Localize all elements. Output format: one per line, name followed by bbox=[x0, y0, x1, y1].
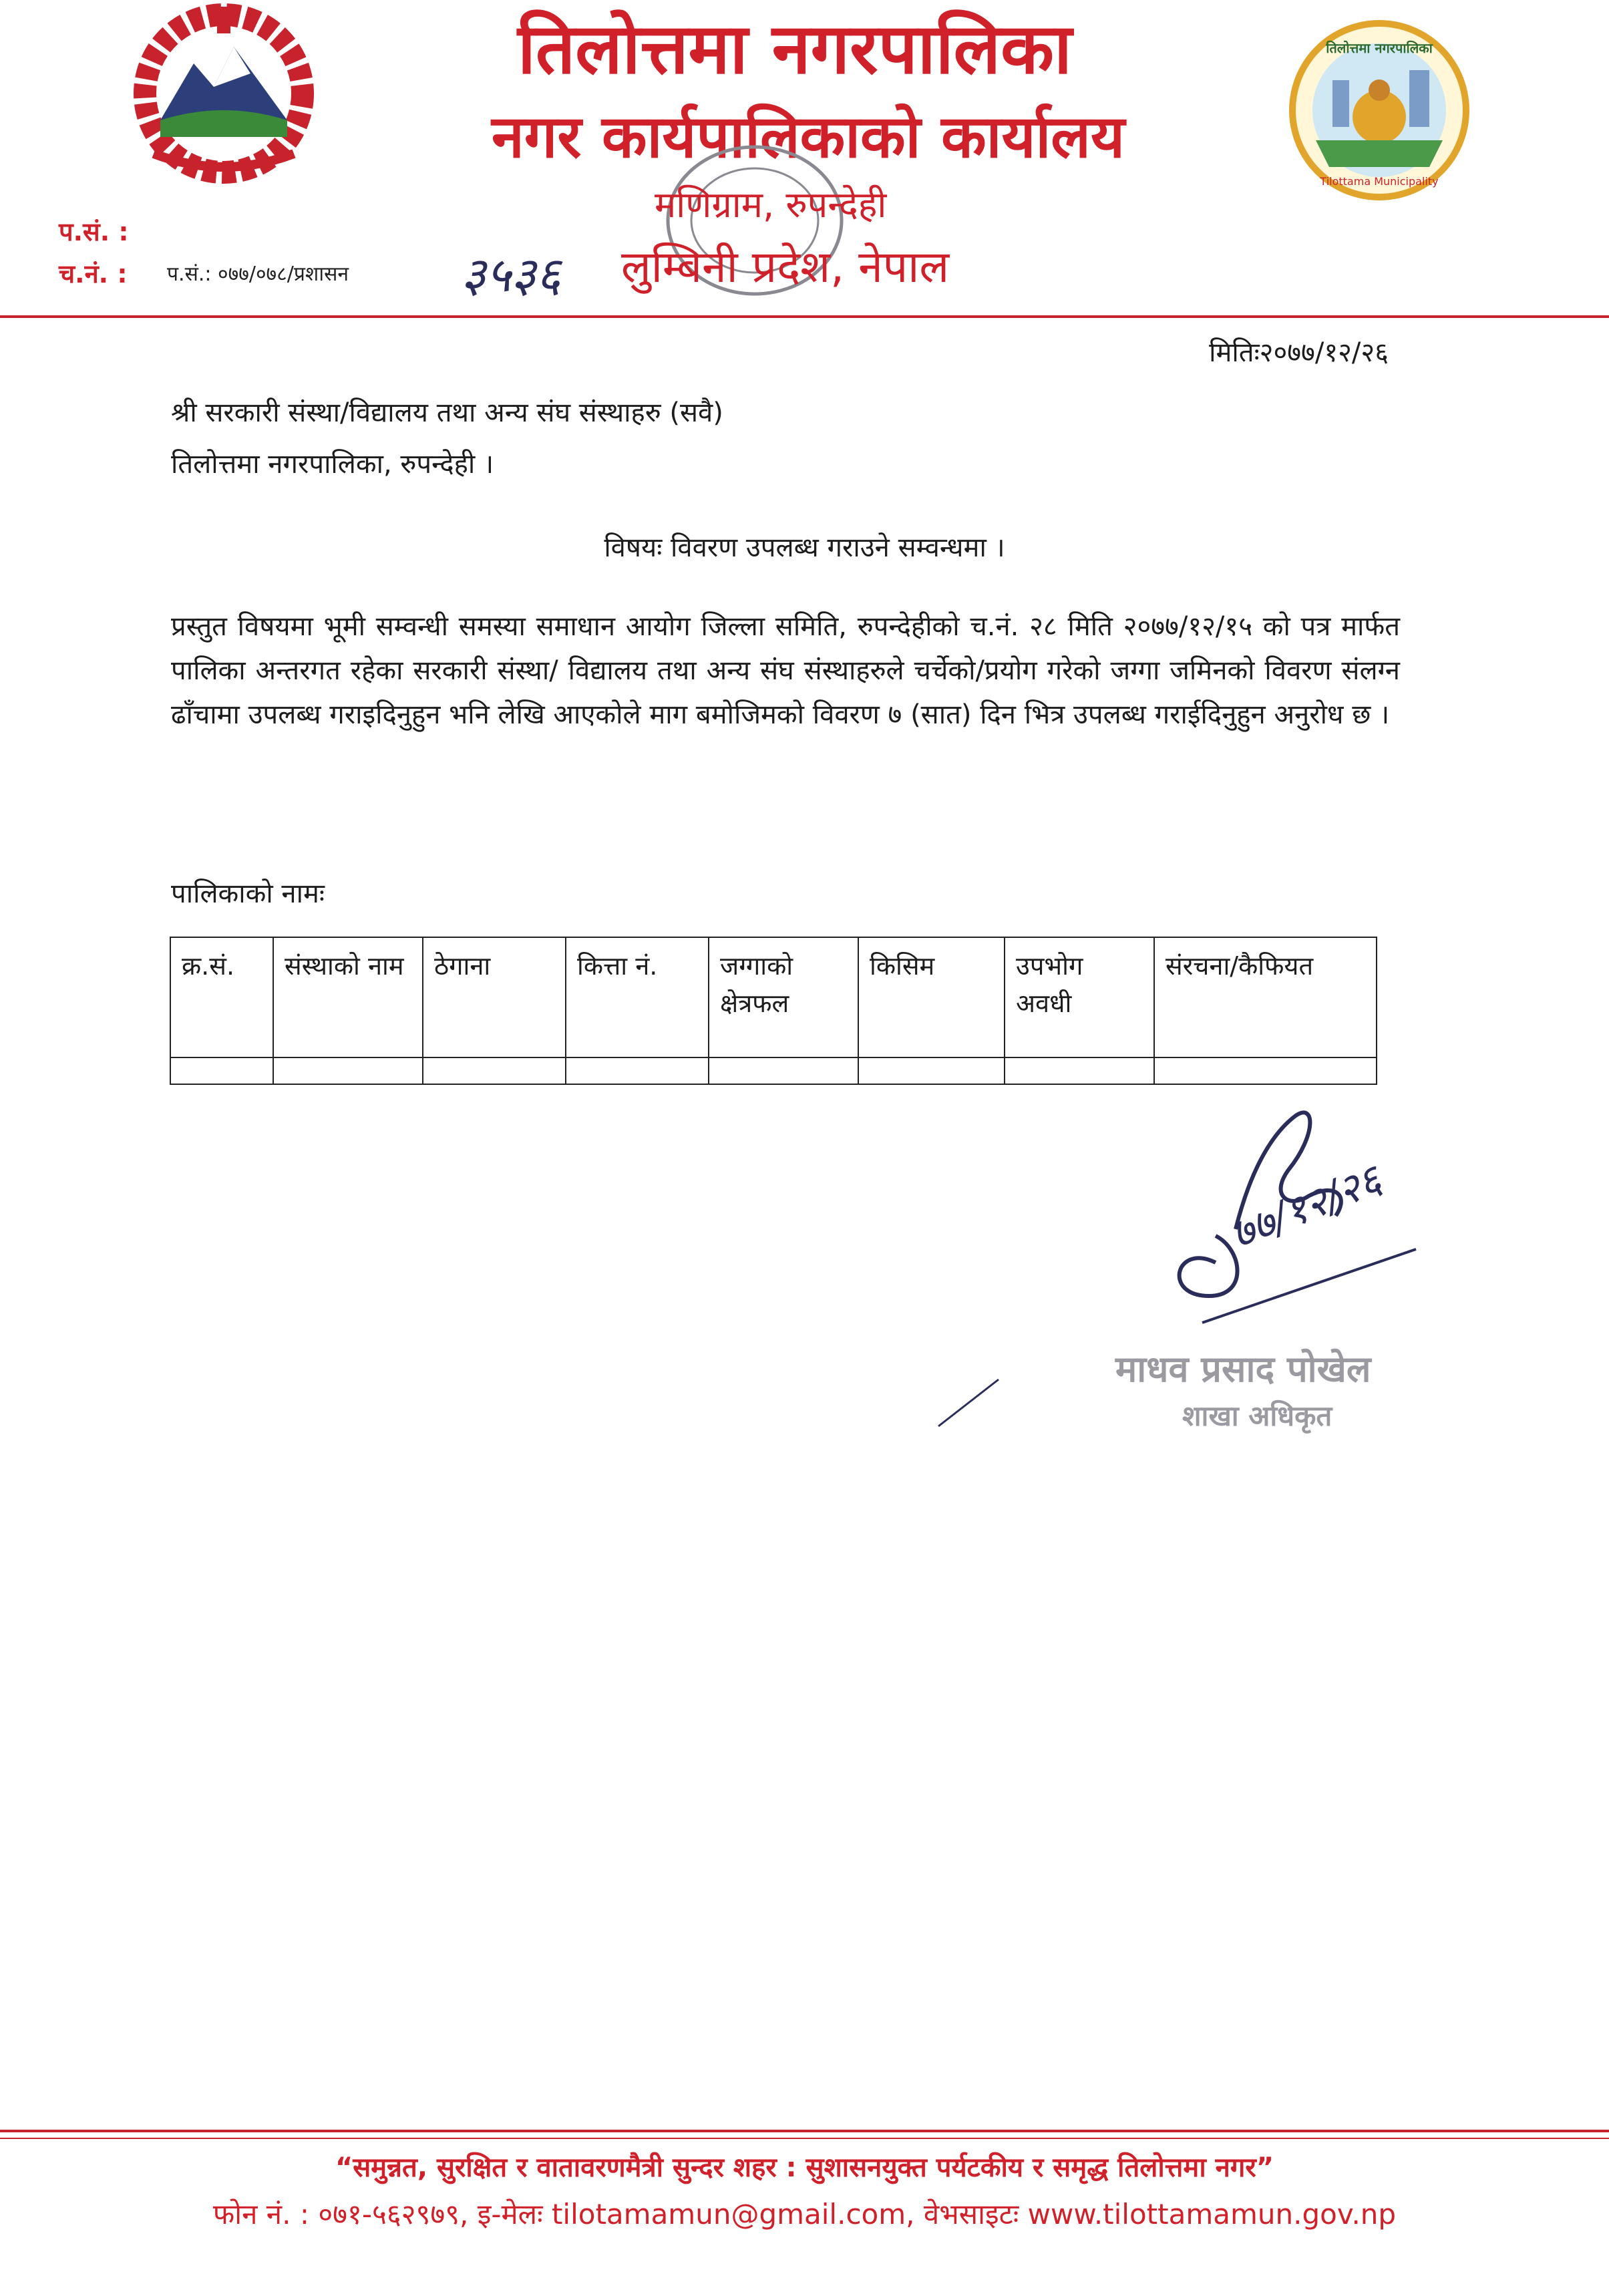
letter-subject: विषयः विवरण उपलब्ध गराउने सम्वन्धमा । bbox=[604, 532, 1005, 563]
signer-designation: शाखा अधिकृत bbox=[1182, 1400, 1332, 1432]
palika-name-label: पालिकाको नामः bbox=[171, 878, 325, 909]
address-line1: मणिग्राम, रुपन्देही bbox=[655, 184, 887, 226]
letter-date: मितिः२०७७/१२/२६ bbox=[1209, 337, 1389, 368]
address-line2: लुम्बिनी प्रदेश, नेपाल bbox=[621, 241, 950, 293]
table-header-row bbox=[170, 937, 1377, 1057]
col-plot-number: कित्ता नं. bbox=[566, 937, 709, 1057]
col-serial: क्र.सं. bbox=[170, 937, 273, 1057]
recipient-line1: श्री सरकारी संस्था/विद्यालय तथा अन्य संघ संस्थाहरु (सवै) bbox=[171, 397, 723, 428]
ps-label: प.सं. : bbox=[59, 217, 129, 247]
footer-contact: फोन नं. : ०७१-५६२९७९, इ-मेलः tilotamamun@gmail.com, वेभसाइटः www.tilottamamun.gov.np bbox=[212, 2198, 1397, 2231]
col-type: किसिम bbox=[858, 937, 1005, 1057]
cn-label: च.नं. : bbox=[59, 259, 128, 289]
table-row bbox=[170, 1057, 1377, 1084]
handwritten-signature-date: ७७/१२/२६ bbox=[1224, 1154, 1389, 1259]
footer-divider-thin bbox=[0, 2138, 1609, 2139]
logo-top-text: तिलोत्तमा नगरपालिका bbox=[1326, 40, 1433, 56]
office-subtitle: नगर कार्यपालिकाको कार्यालय bbox=[492, 102, 1125, 171]
cn-reference: प.सं.: ०७७/०७८/प्रशासन bbox=[167, 263, 349, 286]
letter-body: प्रस्तुत विषयमा भूमी सम्वन्धी समस्या समाधान आयोग जिल्ला समिति, रुपन्देहीको च.नं. २८ मिति २०७७/१२/१५ को पत्र मार्फत पालिका अन्तरगत रहेका सरकारी संस्था/ विद्यालय तथा अन्य संघ संस्थाहरुले चर्चेको/प्रयोग गरेको जग्गा जमिनको विवरण संलग्न ढाँचामा उपलब्ध गराइदिनुहुन भनि लेखि आएकोले माग बमोजिमको विवरण ७ (सात) दिन भित्र उपलब्ध गराईदिनुहुन अनुरोध छ । bbox=[171, 611, 1400, 730]
handwritten-dispatch-number: ३५३६ bbox=[461, 247, 561, 303]
col-institution-name: संस्थाको नाम bbox=[273, 937, 423, 1057]
col-structure-remarks: संरचना/कैफियत bbox=[1154, 937, 1377, 1057]
recipient-line2: तिलोत्तमा नगरपालिका, रुपन्देही । bbox=[171, 449, 494, 480]
logo-bottom-text: Tilottama Municipality bbox=[1320, 175, 1439, 188]
col-land-area: जग्गाको क्षेत्रफल bbox=[709, 937, 858, 1057]
land-details-table bbox=[170, 937, 1377, 1085]
col-usage-period: उपभोग अवधी bbox=[1005, 937, 1154, 1057]
col-address: ठेगाना bbox=[423, 937, 566, 1057]
pen-stroke-icon bbox=[935, 1376, 1002, 1430]
office-title: तिलोत्तमा नगरपालिका bbox=[518, 8, 1072, 90]
signer-name: माधव प्रसाद पोखेल bbox=[1115, 1348, 1371, 1390]
footer-motto: “समुन्नत, सुरक्षित र वातावरणमैत्री सुन्दर शहर : सुशासनयुक्त पर्यटकीय र समृद्ध तिलोत्तमा नगर” bbox=[335, 2152, 1274, 2183]
footer-divider-thick bbox=[0, 2130, 1609, 2132]
header-divider bbox=[0, 315, 1609, 318]
nepal-emblem-icon bbox=[114, 0, 334, 187]
